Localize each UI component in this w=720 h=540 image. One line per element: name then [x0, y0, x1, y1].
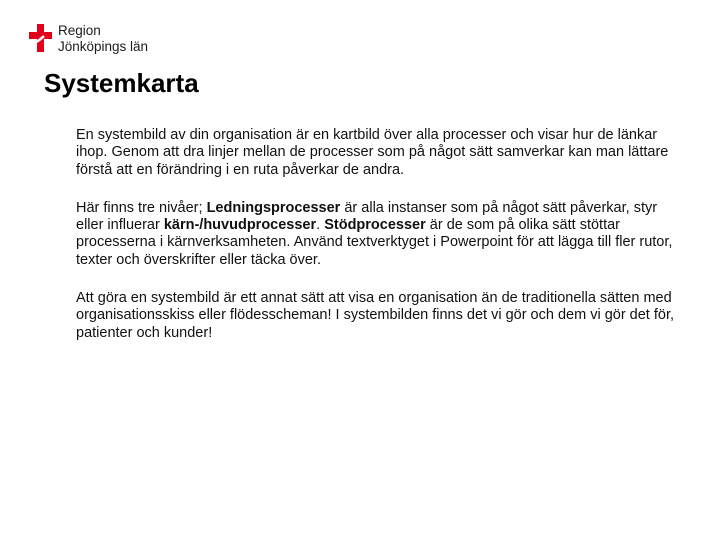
paragraph-intro: En systembild av din organisation är en kartbild över alla processer och visar hur de länkar ihop. Genom att dra linjer mellan de processer som på något sätt samverkar kan man lättare förstå att en förändring i en ruta påverkar de andra.: [76, 127, 669, 178]
paragraph-alternative: Att göra en systembild är ett annat sätt att visa en organisation än de traditionella sätten med organisationsskiss eller flödesscheman! I systembilden finns det vi gör och dem vi gör det för, patienter och kunder!: [76, 290, 675, 341]
logo-text: [58, 23, 148, 55]
paragraph-levels: [76, 200, 676, 269]
levels-text-3: .: [316, 217, 325, 234]
logo-line-region: Region: [58, 23, 101, 38]
page-title: Systemkarta: [44, 68, 199, 98]
term-karnprocesser: kärn-/huvudprocesser: [163, 217, 317, 234]
levels-text-1: Här finns tre nivåer;: [76, 199, 207, 216]
region-logo: [24, 22, 184, 56]
term-stodprocesser: Stödprocesser: [324, 217, 426, 234]
levels-text-4: är de som på olika sätt stöttar processerna i kärnverksamheten. Använd textverktyget i Powerpoint för att lägga till fler rutor, texter och överskrifter eller täcka över.: [76, 217, 673, 268]
region-cross-icon: [24, 22, 54, 54]
body-text: [76, 127, 676, 363]
term-ledningsprocesser: Ledningsprocesser: [206, 199, 341, 216]
logo-line-county: Jönköpings län: [58, 39, 149, 54]
levels-text-2: är alla instanser som på något sätt påverkar, styr eller influerar: [76, 199, 658, 234]
